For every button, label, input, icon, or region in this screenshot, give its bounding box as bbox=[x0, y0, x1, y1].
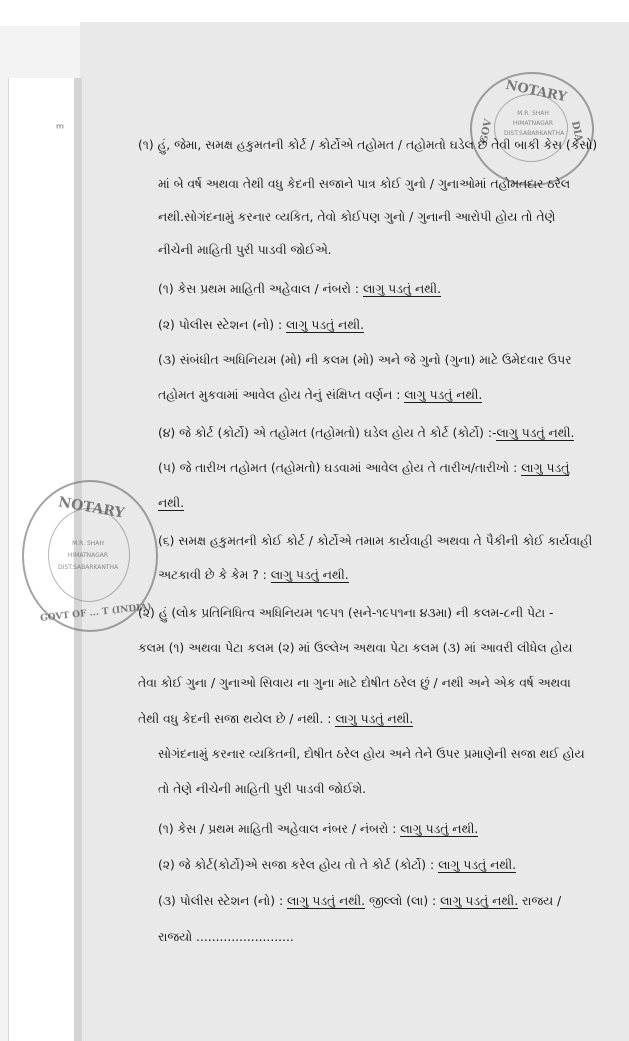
s1-item-1-label: (૧) કેસ પ્રથમ માહિતી અહેવાલ / નંબરો : bbox=[158, 282, 363, 296]
s2-line-1: (૨) હું (લોક પ્રતિનિધિત્વ અધિનિયમ ૧૯૫૧ (સને-૧૯૫૧ના ૪૩મા) ની કલમ-૮ની પેટા - bbox=[138, 606, 554, 620]
s2-item-3-label: (૩) પોલીસ સ્ટેશન (નો) : bbox=[158, 894, 288, 908]
s1-item-5 bbox=[158, 459, 569, 477]
s1-item-2 bbox=[158, 316, 364, 334]
s1-line-3: નથી.સોગંદનામું કરનાર વ્યકિત, તેવો કોઈપણ ગુનો / ગુનાની આરોપી હોય તો તેણે bbox=[158, 210, 556, 224]
s1-item-6: (૬) સમક્ષ હકુમતની કોઈ કોર્ટ / કોર્ટોએ તમામ કાર્યવાહી અથવા તે પૈકીની કોઈ કાર્યવાહી bbox=[158, 534, 593, 548]
s2-line-5: સોગંદનામું કરનાર વ્યકિતની, દોષીત ઠરેલ હોય અને તેને ઉપર પ્રમાણેની સજા થઈ હોય bbox=[158, 747, 585, 761]
s1-item-6-cont bbox=[158, 566, 349, 584]
s2-item-3-district-value: લાગુ પડતું નથી. bbox=[440, 894, 519, 908]
s1-item-6-value: લાગુ પડતું નથી. bbox=[270, 568, 349, 582]
s2-item-3-value: લાગુ પડતું નથી. bbox=[287, 894, 366, 908]
stamp-middle-place: HIMATNAGAR bbox=[67, 552, 109, 559]
stamp-top-right-text: DIA bbox=[568, 120, 585, 143]
s1-item-5-value: લાગુ પડતું bbox=[521, 461, 570, 475]
s1-item-5-cont bbox=[158, 494, 184, 512]
s2-item-3 bbox=[158, 892, 561, 910]
stamp-middle-bottom-text: GOVT OF ... T (INDIA) bbox=[39, 602, 153, 624]
s2-item-2 bbox=[158, 856, 516, 874]
s2-item-2-value: લાગુ પડતું નથી. bbox=[438, 858, 517, 872]
stamp-middle-label: NOTARY bbox=[57, 494, 126, 522]
s2-line-4-label: તેથી વધુ કેદની સજા થયેલ છે / નથી. : bbox=[138, 712, 336, 726]
s1-item-6-label: અટકાવી છે કે કેમ ? : bbox=[158, 568, 271, 582]
s1-item-4 bbox=[158, 424, 574, 442]
s1-item-2-label: (૨) પોલીસ સ્ટેશન (નો) : bbox=[158, 318, 287, 332]
s2-line-6: તો તેણે નીચેની માહિતી પુરી પાડવી જોઈશે. bbox=[158, 782, 367, 796]
s2-item-2-label: (૨) જે કોર્ટ(કોર્ટો)એ સજા કરેલ હોય તો તે કોર્ટ (કોર્ટો) : bbox=[158, 858, 439, 872]
stamp-top-place: HIMATNAGAR bbox=[512, 120, 554, 127]
s1-item-4-value: લાગુ પડતું નથી. bbox=[496, 426, 575, 440]
s1-item-1 bbox=[158, 280, 441, 298]
s2-line-4-value: લાગુ પડતું નથી. bbox=[335, 712, 414, 726]
stamp-top-left-text: GOV bbox=[478, 118, 495, 145]
s1-item-2-value: લાગુ પડતું નથી. bbox=[286, 318, 365, 332]
s1-item-5-label: (૫) જે તારીખ તહોમત (તહોમતો) ઘડવામાં આવેલ હોય તે તારીખ/તારીખો : bbox=[158, 461, 522, 475]
s1-line-4: નીચેની માહિતી પુરી પાડવી જોઈએ. bbox=[158, 243, 332, 257]
s1-item-3: (૩) સંબંધીત અધિનિયમ (મો) ની કલમ (મો) અને જે ગુનો (ગુના) માટે ઉમેદવાર ઉપર bbox=[158, 353, 572, 367]
s1-item-4-label: (૪) જે કોર્ટ (કોર્ટો) એ તહોમત (તહોમતો) ઘડેલ હોય તે કોર્ટ (કોર્ટો) :- bbox=[158, 426, 497, 440]
s2-item-1-label: (૧) કેસ / પ્રથમ માહિતી અહેવાલ નંબર / નંબરો : bbox=[158, 822, 401, 836]
s2-item-3-cont: રાજયો ......................... bbox=[158, 930, 294, 944]
staple-mark: ᵐ bbox=[56, 122, 65, 137]
s1-item-3-label: તહોમત મુકવામાં આવેલ હોય તેનું સંક્ષિપ્ત વર્ણન : bbox=[158, 388, 405, 402]
s1-item-3-cont bbox=[158, 386, 482, 404]
stamp-middle-name: M.R. SHAH bbox=[72, 540, 104, 547]
s1-line-2: માં બે વર્ષ અથવા તેથી વધુ કેદની સજાને પાત્ર કોઈ ગુનો / ગુનાઓમાં તહોમતદાર ઠરેલ bbox=[158, 177, 571, 191]
s2-item-1-value: લાગુ પડતું નથી. bbox=[400, 822, 479, 836]
stamp-top-name: M.R. SHAH bbox=[517, 110, 549, 117]
s2-line-4 bbox=[138, 710, 413, 728]
s2-line-3: તેવા કોઈ ગુના / ગુનાઓ સિવાય ના ગુના માટે દોષીત ઠરેલ છું / નથી અને એક વર્ષ અથવા bbox=[138, 676, 571, 690]
s2-item-3-state-label: રાજય / bbox=[518, 894, 562, 908]
stamp-middle-dist: DIST.SABARKANTHA bbox=[58, 564, 119, 571]
stamp-top-dist: DIST.SABARKANTHA bbox=[504, 130, 565, 137]
s1-item-5-value-2: નથી. bbox=[158, 496, 185, 510]
s2-line-2: કલમ (૧) અથવા પેટા કલમ (૨) માં ઉલ્લેખ અથવા પેટા કલમ (૩) માં આવરી લીધેલ હોય bbox=[138, 641, 573, 655]
stamp-top-label: NOTARY bbox=[504, 77, 568, 106]
s1-line-1: (૧) હું, જેમા, સમક્ષ હકુમતની કોર્ટ / કોર્ટોએ તહોમત / તહોમતો ઘડેલ છે તેવી બાકી કેસ (કેસો) bbox=[138, 138, 598, 152]
s2-item-1 bbox=[158, 820, 478, 838]
s1-item-3-value: લાગુ પડતું નથી. bbox=[404, 388, 483, 402]
s2-item-3-district-label: જીલ્લો (લા) : bbox=[365, 894, 441, 908]
s1-item-1-value: લાગુ પડતું નથી. bbox=[362, 282, 441, 296]
